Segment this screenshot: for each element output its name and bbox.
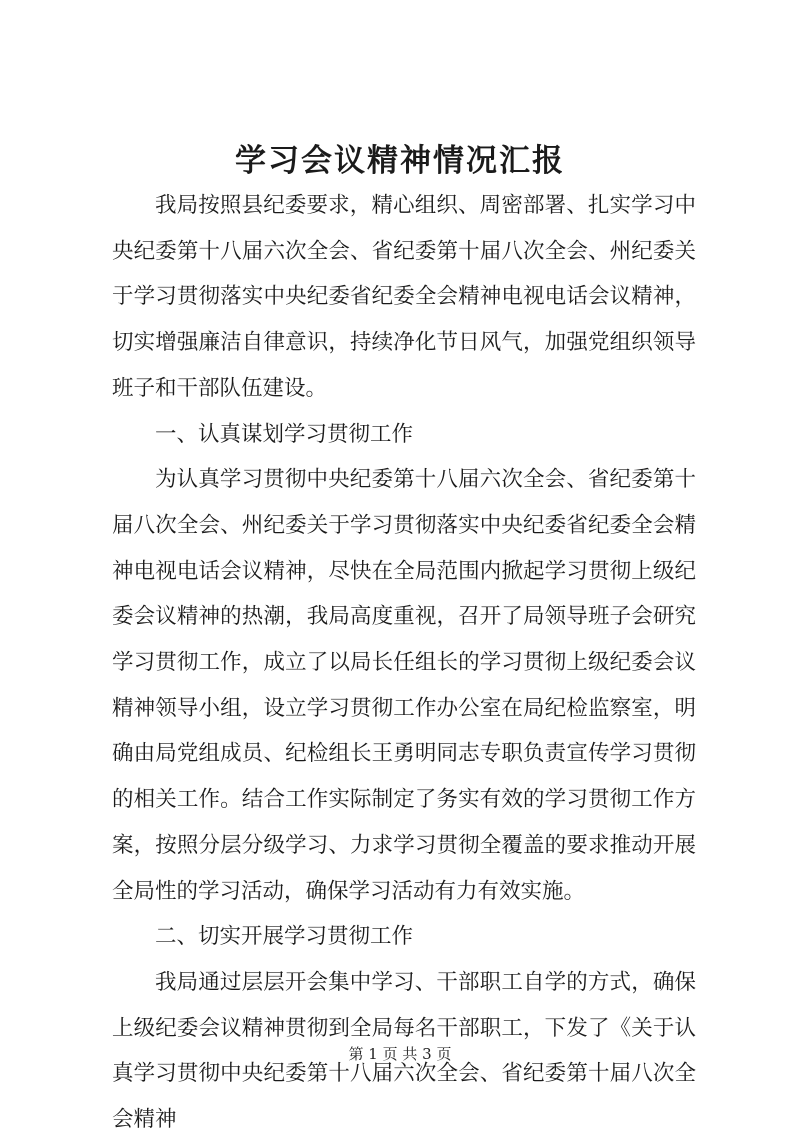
paragraph-intro: 我局按照县纪委要求，精心组织、周密部署、扎实学习中央纪委第十八届六次全会、省纪委第十届八次全会、州纪委关于学习贯彻落实中央纪委省纪委全会精神电视电话会议精神，切实增强廉洁自律意识，持续净化节日风气，加强党组织领导班子和干部队伍建设。 [112, 193, 696, 401]
section-heading-1: 一、认真谋划学习贯彻工作 [155, 421, 414, 447]
paragraph-section-1: 为认真学习贯彻中央纪委第十八届六次全会、省纪委第十届八次全会、州纪委关于学习贯彻落实中央纪委省纪委全会精神电视电话会议精神，尽快在全局范围内掀起学习贯彻上级纪委会议精神的热潮，我局高度重视，召开了局领导班子会研究学习贯彻工作，成立了以局长任组长的学习贯彻上级纪委会议精神领导小组，设立学习贯彻工作办公室在局纪检监察室，明确由局党组成员、纪检组长王勇明同志专职负责宣传学习贯彻的相关工作。结合工作实际制定了务实有效的学习贯彻工作方案，按照分层分级学习、力求学习贯彻全覆盖的要求推动开展全局性的学习活动，确保学习活动有力有效实施。 [112, 467, 696, 904]
section-heading-2: 二、切实开展学习贯彻工作 [155, 924, 414, 950]
document-body [112, 183, 696, 1143]
document-title: 学习会议精神情况汇报 [235, 143, 565, 179]
paragraph-section-2: 我局通过层层开会集中学习、干部职工自学的方式，确保上级纪委会议精神贯彻到全局每名干部职工，下发了《关于认真学习贯彻中央纪委第十八届六次全会、省纪委第十届八次全会精神 [112, 969, 696, 1133]
page-number-footer: 第 1 页 共 3 页 [348, 1045, 452, 1063]
